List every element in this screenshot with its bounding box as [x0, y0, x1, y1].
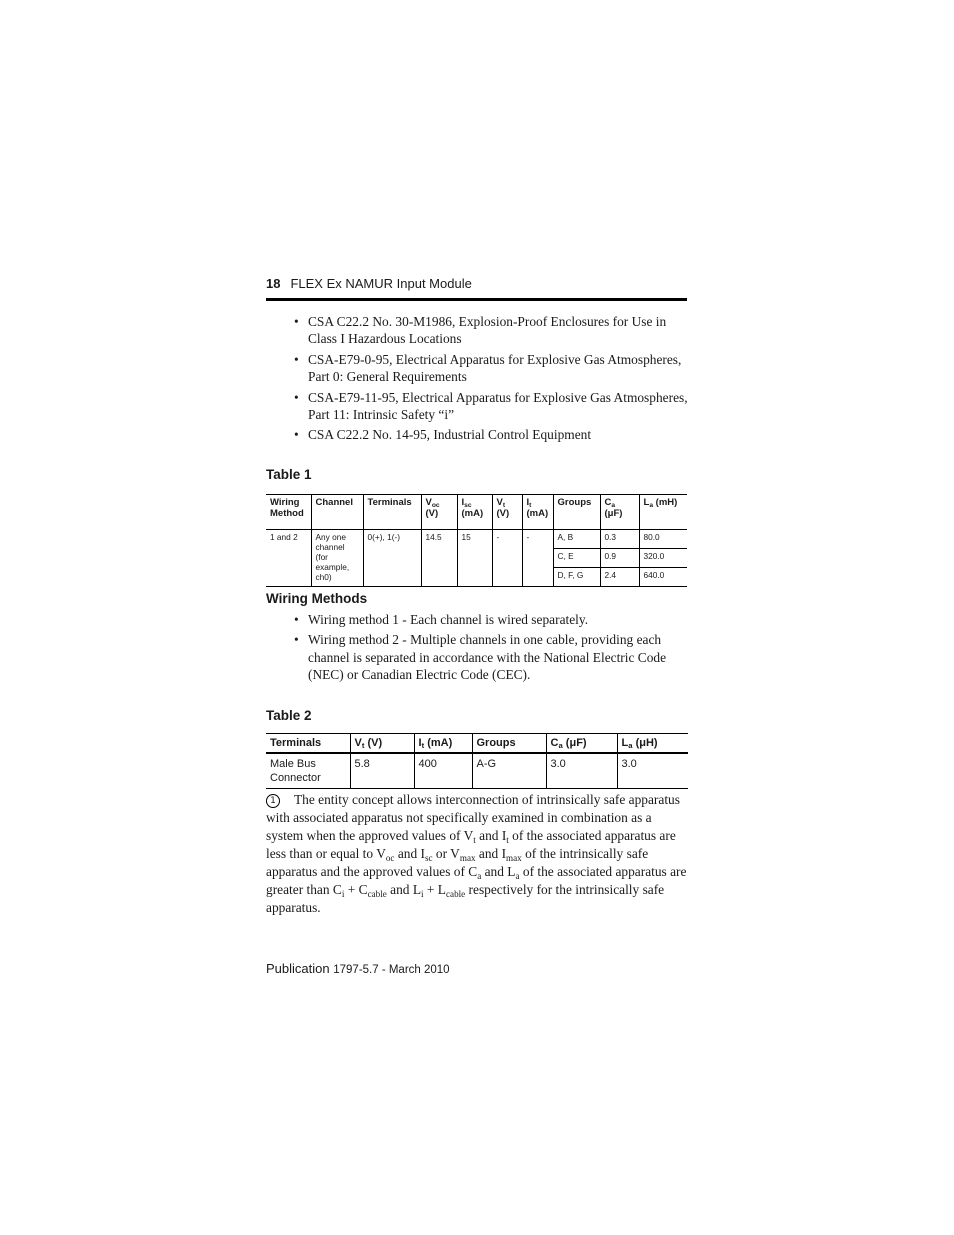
cell-wiring-method: 1 and 2: [266, 530, 311, 587]
header-terminals: Terminals: [363, 495, 421, 530]
cell-voc: 14.5: [421, 530, 457, 587]
header-wiring-method: Wiring Method: [266, 495, 311, 530]
header-groups: Groups: [553, 495, 600, 530]
header-channel: Channel: [311, 495, 363, 530]
list-item: • CSA C22.2 No. 30-M1986, Explosion-Proof Enclosures for Use in Class I Hazardous Locations: [266, 313, 688, 348]
note-number-icon: 1: [266, 794, 280, 808]
header-vt: $V_t$ (V): [350, 734, 414, 754]
publication-label: Publication: [266, 961, 330, 976]
cell-ca: 2.4: [600, 568, 639, 587]
cell-vt: 5.8: [350, 753, 414, 789]
cell-terminals: 0(+), 1(-): [363, 530, 421, 587]
header-voc: $V_{oc}$ (V): [421, 495, 457, 530]
cell-la: 320.0: [639, 549, 687, 568]
header-it: $I_t$ (mA): [414, 734, 472, 754]
header-vt: $V_t$ (V): [492, 495, 522, 530]
cell-ca: 3.0: [546, 753, 617, 789]
publication-number: 1797-5.7 - March 2010: [333, 964, 450, 976]
cell-groups: D, F, G: [553, 568, 600, 587]
cell-vt: -: [492, 530, 522, 587]
table2: [266, 733, 688, 789]
header-ca: $C_a$ (μF): [546, 734, 617, 754]
cell-channel: Any one channel (for example, ch0): [311, 530, 363, 587]
header-divider: [266, 298, 687, 301]
table1-title: Table 1: [266, 467, 312, 482]
cell-groups: A, B: [553, 530, 600, 549]
document-title: FLEX Ex NAMUR Input Module: [290, 276, 472, 291]
cell-groups: C, E: [553, 549, 600, 568]
table2-title: Table 2: [266, 708, 312, 723]
cell-isc: 15: [457, 530, 492, 587]
header-groups: Groups: [472, 734, 546, 754]
list-item: • CSA-E79-11-95, Electrical Apparatus for Explosive Gas Atmospheres, Part 11: Intrinsic Safety “i”: [266, 389, 688, 424]
page-header: [266, 276, 687, 298]
entity-concept-note: 1 The entity concept allows interconnection of intrinsically safe apparatus with associated apparatus not specifically examined in combination as a system when the approved values of $V_t$ and $I_t$ of the associated apparatus are less than or equal to $V_{oc}$ and $I_{sc}$ or $V_{max}$ and $I_{max}$ of the intrinsically safe apparatus and the approved values of $C_a$ and $L_a$ of the associated apparatus are greater than $C_i + C_{cable}$ and $L_i + L_{cable}$ respectively for the intrinsically safe apparatus.: [266, 792, 687, 915]
cell-la: 80.0: [639, 530, 687, 549]
list-item: • Wiring method 2 - Multiple channels in one cable, providing each channel is separated in accordance with the National Electric Code (NEC) or Canadian Electric Code (CEC).: [266, 631, 688, 683]
wiring-methods-heading: Wiring Methods: [266, 591, 368, 606]
cell-la: 3.0: [617, 753, 688, 789]
standards-list: [266, 313, 688, 447]
cell-it: 400: [414, 753, 472, 789]
header-it: $I_t$ (mA): [522, 495, 553, 530]
page-footer: [266, 961, 450, 976]
cell-la: 640.0: [639, 568, 687, 587]
header-terminals: Terminals: [266, 734, 350, 754]
cell-terminals: Male Bus Connector: [266, 753, 350, 789]
header-isc: $I_{sc}$ (mA): [457, 495, 492, 530]
cell-groups: A-G: [472, 753, 546, 789]
table1-header-row: [266, 495, 687, 530]
table-row: [266, 753, 688, 789]
table1: [266, 494, 687, 587]
list-item: • CSA-E79-0-95, Electrical Apparatus for Explosive Gas Atmospheres, Part 0: General Requirements: [266, 351, 688, 386]
header-la: $L_a$ (μH): [617, 734, 688, 754]
wiring-methods-list: [266, 611, 688, 687]
cell-it: -: [522, 530, 553, 587]
table-row: [266, 530, 687, 549]
page-number: 18: [266, 276, 281, 291]
list-item: • Wiring method 1 - Each channel is wired separately.: [266, 611, 688, 628]
header-ca: $C_a$ (μF): [600, 495, 639, 530]
list-item: • CSA C22.2 No. 14-95, Industrial Control Equipment: [266, 426, 688, 443]
header-la: $L_a$ (mH): [639, 495, 687, 530]
cell-ca: 0.3: [600, 530, 639, 549]
table2-header-row: [266, 734, 688, 754]
cell-ca: 0.9: [600, 549, 639, 568]
